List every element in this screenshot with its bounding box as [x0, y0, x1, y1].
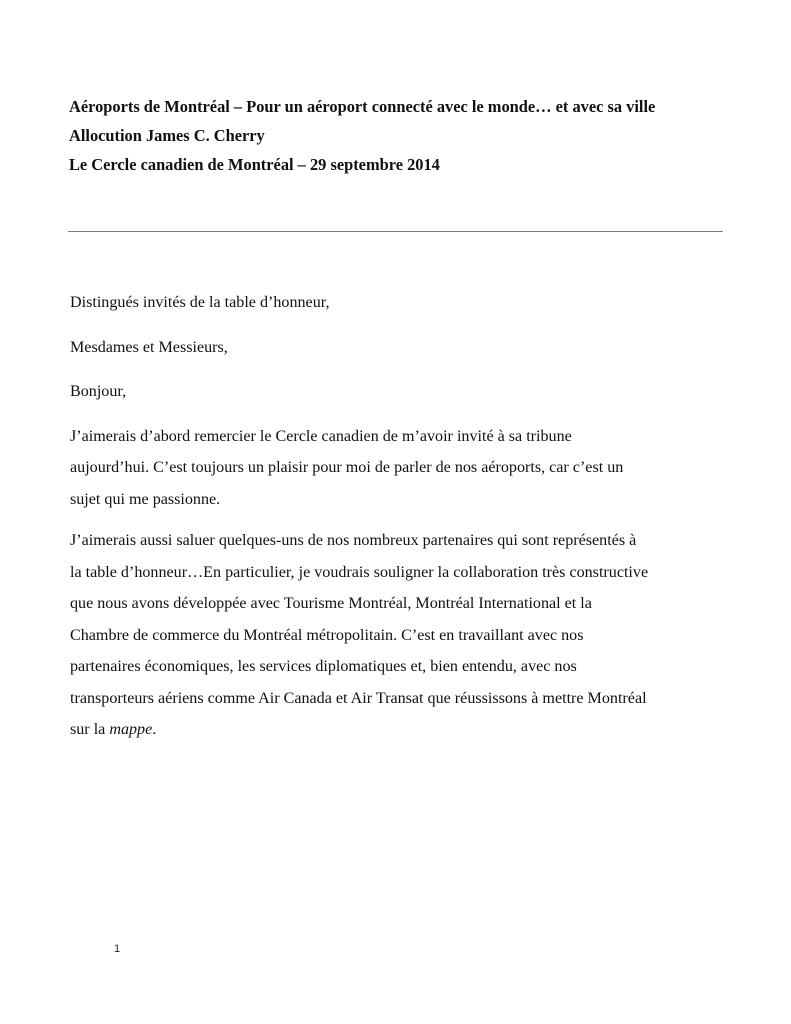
paragraph-line: J’aimerais aussi saluer quelques-uns de nos nombreux partenaires qui sont représentés à	[70, 532, 637, 549]
text-segment: sur la	[70, 721, 110, 738]
header-divider	[68, 231, 723, 232]
speech-speaker: Allocution James C. Cherry	[69, 126, 265, 145]
speech-body	[70, 287, 725, 756]
document-header	[69, 92, 729, 179]
speech-title: Aéroports de Montréal – Pour un aéroport connecté avec le monde… et avec sa ville	[69, 97, 656, 116]
emphasis-mappe: mappe	[109, 721, 153, 738]
paragraph-line: Chambre de commerce du Montréal métropolitain. C’est en travaillant avec nos	[70, 626, 584, 644]
paragraph-line: J’aimerais d’abord remercier le Cercle canadien de m’avoir invité à sa tribune	[70, 427, 572, 445]
paragraph-line: sujet qui me passionne.	[70, 490, 221, 508]
paragraph-line-last	[70, 714, 725, 746]
greeting-bonjour: Bonjour,	[70, 383, 127, 400]
text-segment: .	[152, 721, 157, 738]
greeting-audience: Mesdames et Messieurs,	[70, 338, 228, 356]
paragraph-line: aujourd’hui. C’est toujours un plaisir pour moi de parler de nos aéroports, car c’est un	[70, 459, 624, 476]
paragraph-thanks	[70, 421, 725, 516]
speech-event-date: Le Cercle canadien de Montréal – 29 septembre 2014	[69, 155, 440, 174]
paragraph-line: partenaires économiques, les services diplomatiques et, bien entendu, avec nos	[70, 658, 577, 675]
paragraph-line: la table d’honneur…En particulier, je voudrais souligner la collaboration très constructive	[70, 563, 649, 581]
greeting-guests: Distingués invités de la table d’honneur,	[70, 294, 330, 311]
page-number: 1	[114, 943, 121, 955]
paragraph-line: transporteurs aériens comme Air Canada et Air Transat que réussissons à mettre Montréal	[70, 689, 647, 707]
paragraph-partners	[70, 525, 725, 746]
paragraph-line: que nous avons développée avec Tourisme Montréal, Montréal International et la	[70, 595, 592, 612]
